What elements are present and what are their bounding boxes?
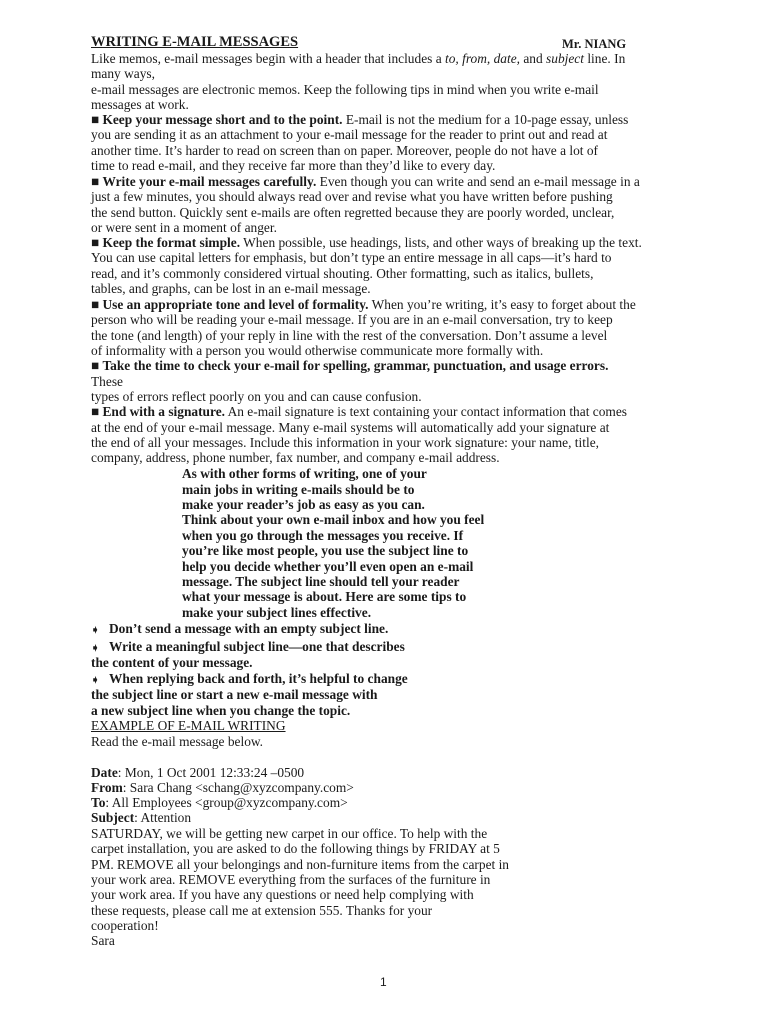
- tip-line: the send button. Quickly sent e-mails are often regretted because they are poorly worded, unclear,: [91, 205, 615, 220]
- tip-line: another time. It’s harder to read on screen than on paper. Moreover, people do not have a lot of: [91, 143, 599, 158]
- subject-tip-text: When replying back and forth, it’s helpful to change: [109, 671, 408, 686]
- bullet-square-icon: ■: [91, 297, 100, 312]
- subject-block-line: As with other forms of writing, one of your: [182, 466, 427, 481]
- tip-line: You can use capital letters for emphasis, but don’t type an entire message in all caps—it’s hard to: [91, 250, 612, 265]
- tip-first-line: [91, 404, 627, 419]
- intro-line: [91, 51, 625, 66]
- tip-heading: Take the time to check your e-mail for spelling, grammar, punctuation, and usage errors.: [102, 358, 609, 373]
- email-from-line: [91, 780, 354, 795]
- email-body-line: PM. REMOVE all your belongings and non-furniture items from the carpet in: [91, 857, 510, 872]
- tip-first-line: [91, 112, 628, 127]
- tip-heading: End with a signature.: [102, 404, 225, 419]
- email-body-line: carpet installation, you are asked to do the following things by FRIDAY at 5: [91, 841, 500, 856]
- tip-line: of informality with a person you would otherwise communicate more formally with.: [91, 343, 544, 358]
- subject-block-line: Think about your own e-mail inbox and how you feel: [182, 512, 485, 527]
- tip-heading: Keep the format simple.: [102, 235, 241, 250]
- intro-text: Like memos, e-mail messages begin with a header that includes a: [91, 51, 445, 66]
- tip-first-line: [91, 235, 642, 250]
- bullet-square-icon: ■: [91, 404, 100, 419]
- subject-tip-text: Write a meaningful subject line—one that describes: [109, 639, 405, 654]
- document-title: WRITING E-MAIL MESSAGES: [91, 34, 299, 50]
- tip-heading: Use an appropriate tone and level of formality.: [102, 297, 369, 312]
- email-date-line: [91, 765, 304, 780]
- bullet-square-icon: ■: [91, 112, 100, 127]
- subject-tip: [91, 639, 405, 656]
- email-to-line: [91, 795, 348, 810]
- tip-line: the end of all your messages. Include this information in your work signature: your name, title,: [91, 435, 599, 450]
- tip-line: person who will be reading your e-mail message. If you are in an e-mail conversation, try to keep: [91, 312, 613, 327]
- subject-block-line: make your subject lines effective.: [182, 605, 372, 620]
- bullet-square-icon: ■: [91, 235, 100, 250]
- subject-label: Subject: [91, 810, 135, 825]
- subject-value: : Attention: [134, 810, 192, 825]
- intro-text: and: [520, 51, 547, 66]
- from-label: From: [91, 780, 123, 795]
- date-label: Date: [91, 765, 118, 780]
- subject-tip-line: the content of your message.: [91, 655, 253, 670]
- email-subject-line: [91, 810, 191, 825]
- tip-first-line: [91, 358, 608, 373]
- tip-text: An e-mail signature is text containing your contact information that comes: [224, 404, 627, 419]
- tip-line: tables, and graphs, can be lost in an e-mail message.: [91, 281, 371, 296]
- email-body-line: cooperation!: [91, 918, 159, 933]
- example-heading: EXAMPLE OF E-MAIL WRITING: [91, 718, 286, 733]
- to-label: To: [91, 795, 106, 810]
- arrow-bullet-icon: ➧: [91, 643, 100, 654]
- tip-text: When you’re writing, it’s easy to forget about the: [368, 297, 636, 312]
- email-body-line: your work area. REMOVE everything from the surfaces of the furniture in: [91, 872, 491, 887]
- page-number: 1: [380, 975, 387, 989]
- tip-line: or were sent in a moment of anger.: [91, 220, 277, 235]
- tip-text: E-mail is not the medium for a 10-page essay, unless: [342, 112, 629, 127]
- email-body-line: your work area. If you have any questions or need help complying with: [91, 887, 474, 902]
- bullet-square-icon: ■: [91, 174, 100, 189]
- tip-heading: Keep your message short and to the point.: [102, 112, 343, 127]
- tip-first-line: [91, 174, 640, 189]
- subject-block-line: message. The subject line should tell your reader: [182, 574, 460, 589]
- date-value: : Mon, 1 Oct 2001 12:33:24 –0500: [117, 765, 305, 780]
- author-name: Mr. NIANG: [562, 37, 627, 51]
- email-signoff: Sara: [91, 933, 115, 948]
- subject-tip-line: a new subject line when you change the topic.: [91, 703, 351, 718]
- subject-block-line: make your reader’s job as easy as you can.: [182, 497, 425, 512]
- tip-line: just a few minutes, you should always read over and revise what you have written before pushing: [91, 189, 613, 204]
- tip-text: Even though you can write and send an e-mail message in a: [316, 174, 640, 189]
- email-body-line: these requests, please call me at extension 555. Thanks for your: [91, 903, 433, 918]
- from-value: : Sara Chang <schang@xyzcompany.com>: [122, 780, 354, 795]
- arrow-bullet-icon: ➧: [91, 625, 100, 636]
- tip-first-line: [91, 297, 636, 312]
- subject-block-line: when you go through the messages you receive. If: [182, 528, 464, 543]
- tip-line: types of errors reflect poorly on you and can cause confusion.: [91, 389, 422, 404]
- to-value: : All Employees <group@xyzcompany.com>: [105, 795, 348, 810]
- tip-line: you are sending it as an attachment to your e-mail message for the reader to print out and read at: [91, 127, 608, 142]
- bullet-square-icon: ■: [91, 358, 100, 373]
- intro-line: messages at work.: [91, 97, 189, 112]
- tip-line: time to read e-mail, and they receive far more than they’d like to every day.: [91, 158, 496, 173]
- subject-tip: [91, 671, 408, 688]
- subject-block-line: you’re like most people, you use the subject line to: [182, 543, 469, 558]
- subject-tip-line: the subject line or start a new e-mail message with: [91, 687, 378, 702]
- example-instruction: Read the e-mail message below.: [91, 734, 264, 749]
- subject-tip-text: Don’t send a message with an empty subject line.: [109, 621, 389, 636]
- subject-tip: [91, 621, 388, 638]
- tip-line: These: [91, 374, 123, 389]
- arrow-bullet-icon: ➧: [91, 675, 100, 686]
- tip-heading: Write your e-mail messages carefully.: [102, 174, 317, 189]
- tip-line: read, and it’s commonly considered virtual shouting. Other formatting, such as italics, bullets,: [91, 266, 594, 281]
- tip-line: company, address, phone number, fax number, and company e-mail address.: [91, 450, 500, 465]
- intro-italic: subject: [546, 51, 584, 66]
- intro-text: line. In: [583, 51, 626, 66]
- subject-block-line: what your message is about. Here are some tips to: [182, 589, 467, 604]
- email-body-line: SATURDAY, we will be getting new carpet in our office. To help with the: [91, 826, 488, 841]
- tip-line: at the end of your e-mail message. Many e-mail systems will automatically add your signature at: [91, 420, 610, 435]
- subject-block-line: main jobs in writing e-mails should be to: [182, 482, 415, 497]
- intro-line: many ways,: [91, 66, 155, 81]
- intro-italic: to, from, date,: [445, 51, 521, 66]
- tip-line: the tone (and length) of your reply in line with the rest of the conversation. Don’t assume a level: [91, 328, 608, 343]
- intro-line: e-mail messages are electronic memos. Keep the following tips in mind when you write e-mail: [91, 82, 599, 97]
- tip-text: When possible, use headings, lists, and other ways of breaking up the text.: [240, 235, 642, 250]
- subject-block-line: help you decide whether you’ll even open an e-mail: [182, 559, 474, 574]
